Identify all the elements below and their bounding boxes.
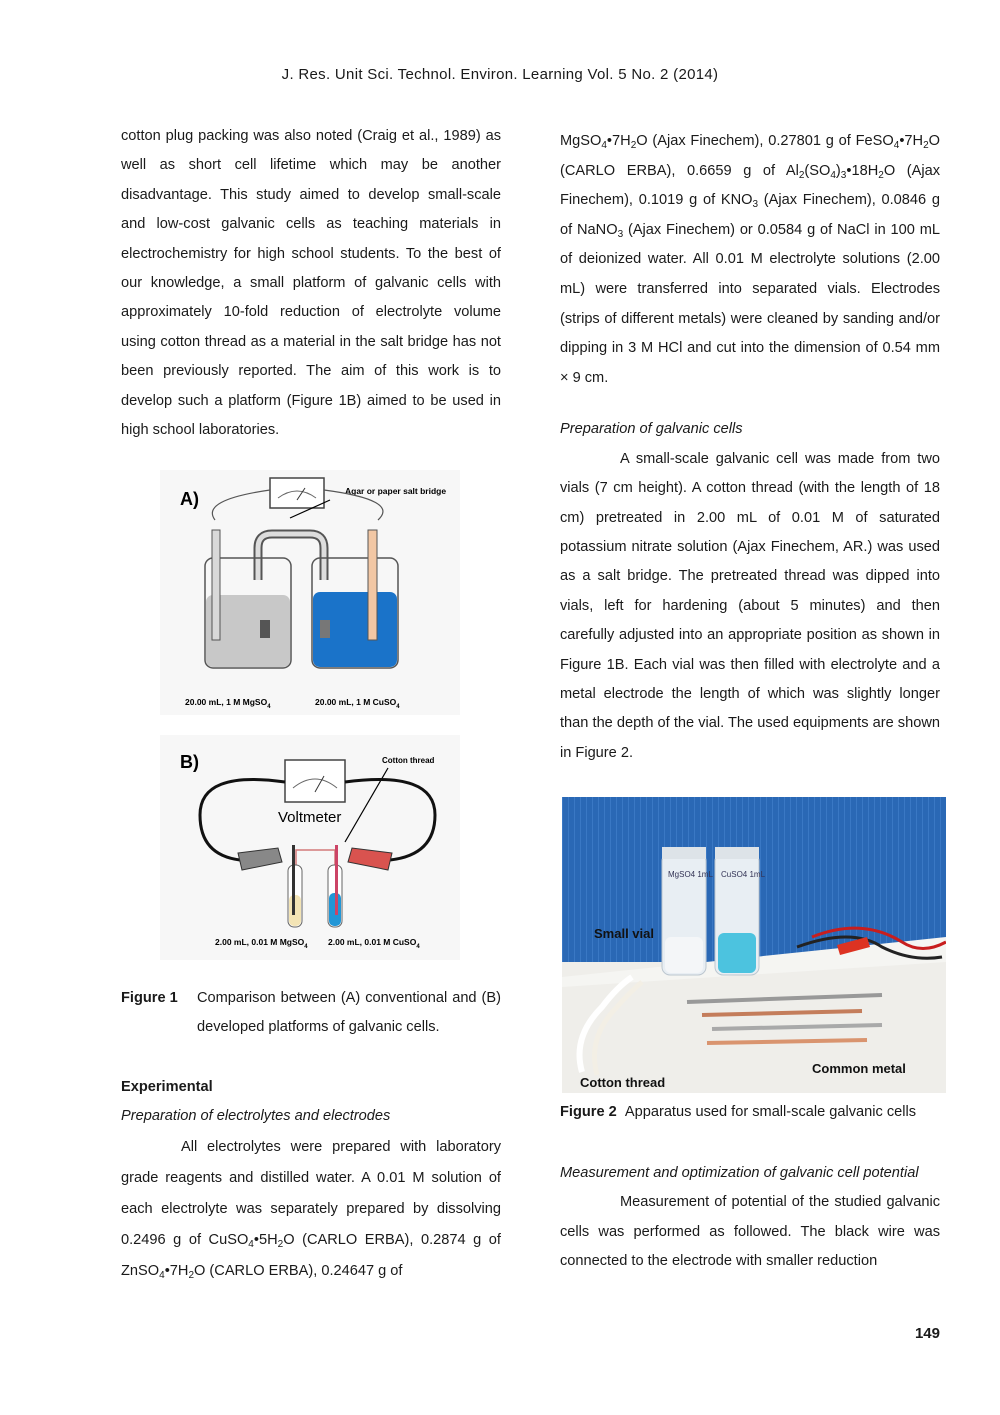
figure-1a-label: A) [180, 489, 199, 509]
vial-right-label: 2.00 mL, 0.01 M CuSO$_4$ [328, 937, 420, 950]
cotton-thread-label-b: Cotton thread [382, 756, 435, 765]
prep-cells-paragraph: A small-scale galvanic cell was made from two vials (7 cm height). A cotton thread (with the length of 18 cm) pretreated in 2.00 mL of 0.01 M of saturated potassium nitrate solution (Ajax Finechem, AR.) was used as a salt bridge. The pretreated thread was dipped into vials, left for hardening (about 5 minutes) and then carefully adjusted into an appropriate position as shown in Figure 1B. Each vial was then filled with electrolyte and a metal electrode the length of which was slightly longer than the depth of the vial. The used equipments are shown in Figure 2. [560, 450, 940, 761]
figure-2-caption [560, 1098, 945, 1127]
intro-text: cotton plug packing was also noted (Craig et al., 1989) as well as short cell lifetime which may be another disadvantage. This study aimed to develop small-scale and low-cost galvanic cells as teaching materials in electrochemistry for high school students. To the best of our knowledge, a small platform of galvanic cells with approximately 10-fold reduction of electrolyte volume using cotton thread as a material in the salt bridge has not been previously reported. The aim of this work is to develop such a platform (Figure 1B) aimed to be used in high school laboratories. [121, 128, 501, 439]
right-column [560, 127, 940, 768]
label-cotton-thread: Cotton thread [580, 1075, 666, 1090]
page-number: 149 [914, 1325, 940, 1342]
figure-2-caption-label: Figure 2 [560, 1104, 617, 1120]
experimental-section [121, 1073, 501, 1287]
figure-1-caption-label: Figure 1 [121, 990, 178, 1006]
voltmeter-b-icon [285, 760, 345, 802]
measurement-paragraph: Measurement of potential of the studied galvanic cells was performed as followed. The black wire was connected to the electrode with smaller reduction [560, 1194, 940, 1270]
electrolyte-subheading: Preparation of electrolytes and electrodes [121, 1108, 391, 1125]
measurement-heading: Measurement and optimization of galvanic cell potential [560, 1165, 919, 1181]
electrolyte-continuation: $MgSO_4•7H_2O$ (Ajax Finechem), 0.27801 g of $FeSO_4•7H_2O$ (CARLO ERBA), 0.6659 g of $Al_2(SO_4)_3•18H_2O$ (Ajax Finechem), 0.1019 g of $KNO_3$ (Ajax Finechem), 0.0846 g of NaNO$_3$ (Ajax Finechem) or 0.0584 g of NaCl in 100 mL of deionized water. All 0.01 M electrolyte solutions (2.00 mL) were transferred into separated vials. Electrodes (strips of different metals) were cleaned by sanding and/or dipping in 3 M HCl and cut into the dimension of 0.54 mm × 9 cm. [560, 133, 941, 386]
bridge-end-left [260, 620, 270, 638]
voltmeter-a-icon [270, 478, 324, 508]
beaker-left-label: 20.00 mL, 1 M MgSO$_4$ [185, 697, 271, 710]
bridge-end-right [320, 620, 330, 638]
vial-mgso4-text: MgSO4 1mL [668, 870, 713, 879]
bridge-label-a: Agar or paper salt bridge [345, 486, 447, 496]
figure-1-caption-text: Comparison between (A) conventional and (B) developed platforms of galvanic cells. [197, 990, 501, 1036]
figure-1-caption [121, 984, 501, 1043]
electrode-mg [212, 530, 220, 640]
label-small-vial: Small vial [594, 926, 654, 941]
electrode-left-b [292, 845, 295, 915]
figure-1-diagram [160, 470, 460, 960]
electrolyte-paragraph: All electrolytes were prepared with laboratory grade reagents and distilled water. A 0.01 M solution of each electrolyte was separately prepared by dissolving 0.2496 g of $CuSO_4•5H_2O$ (CARLO ERBA), 0.2874 g of $ZnSO_4•7H_2O$ (CARLO ERBA), 0.24647 g of [121, 1138, 501, 1281]
beaker-right-label: 20.00 mL, 1 M CuSO$_4$ [315, 697, 400, 710]
figure-1b-label: B) [180, 752, 199, 772]
vial-cuso4-text: CuSO4 1mL [721, 870, 766, 879]
label-common-metal: Common metal [812, 1061, 906, 1076]
electrode-cu [368, 530, 377, 640]
prep-cells-heading: Preparation of galvanic cells [560, 421, 743, 438]
figure-2-caption-text: Apparatus used for small-scale galvanic cells [624, 1104, 917, 1120]
vial-left-label: 2.00 mL, 0.01 M MgSO$_4$ [215, 937, 308, 950]
running-header: J. Res. Unit Sci. Technol. Environ. Learning Vol. 5 No. 2 (2014) [281, 66, 719, 83]
left-intro-paragraph [121, 122, 501, 445]
experimental-heading: Experimental [121, 1079, 213, 1095]
measurement-section [560, 1159, 940, 1277]
electrode-right-b [335, 845, 338, 915]
vial-cuso4-solution [718, 933, 756, 973]
figure-2-photo [562, 797, 946, 1093]
voltmeter-label: Voltmeter [278, 809, 342, 826]
